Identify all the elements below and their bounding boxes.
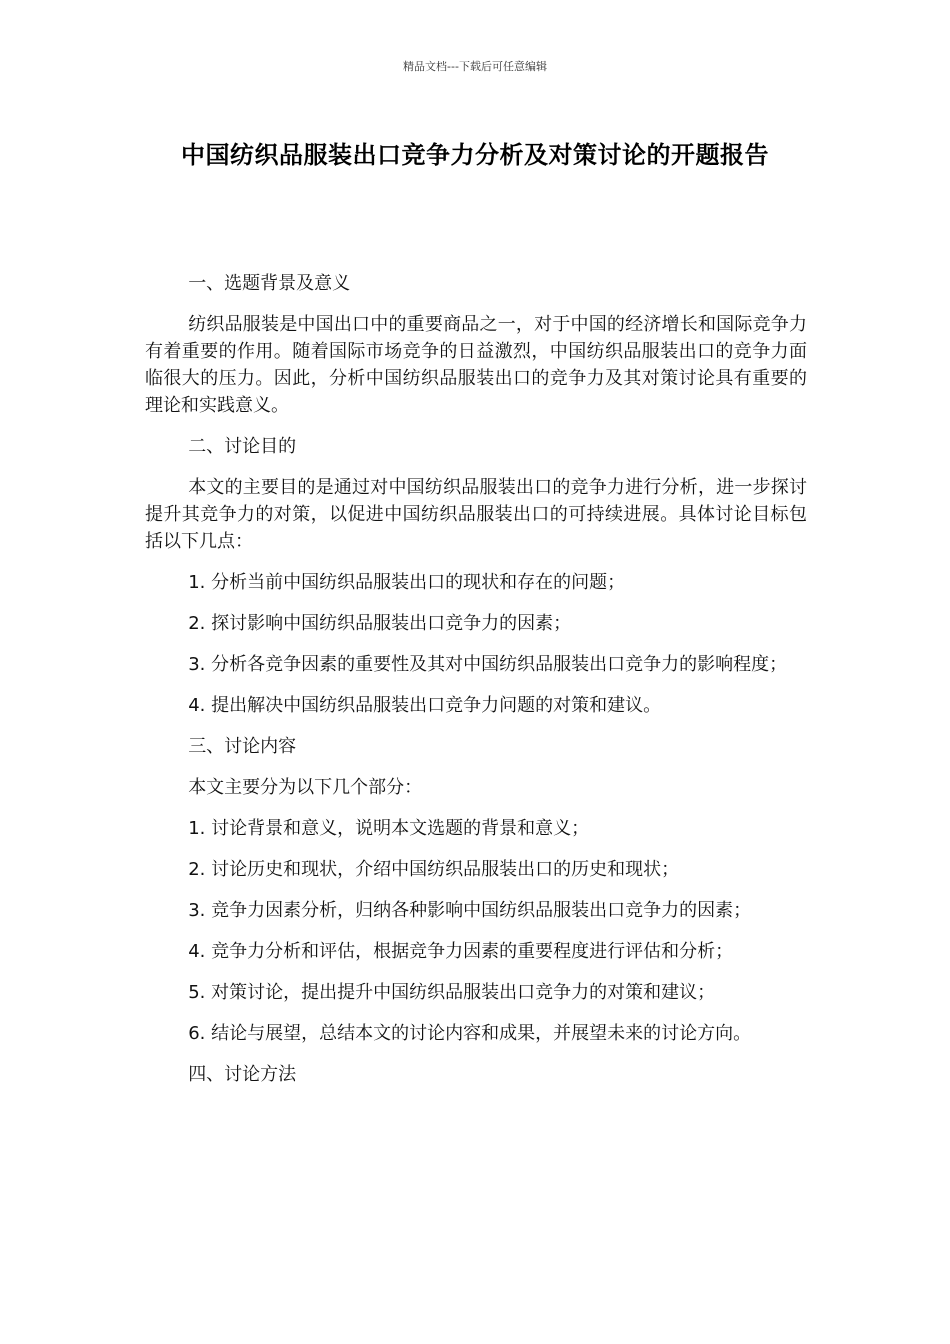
content-list-item: 3. 竞争力因素分析，归纳各种影响中国纺织品服装出口竞争力的因素； [188,900,752,921]
section-heading-content: 三、讨论内容 [188,736,297,757]
document-title: 中国纺织品服装出口竞争力分析及对策讨论的开题报告 [181,141,769,169]
section-heading-purpose: 二、讨论目的 [188,436,297,457]
section-heading-method: 四、讨论方法 [188,1064,297,1085]
section-body-background: 纺织品服装是中国出口中的重要商品之一，对于中国的经济增长和国际竞争力有着重要的作用。随着国际市场竞争的日益激烈，中国纺织品服装出口的竞争力面临很大的压力。因此，分析中国纺织品服装出口的竞争力及其对策讨论具有重要的理论和实践意义。 [145,314,807,416]
content-list-item: 5. 对策讨论，提出提升中国纺织品服装出口竞争力的对策和建议； [188,982,716,1003]
content-list-item: 4. 竞争力分析和评估，根据竞争力因素的重要程度进行评估和分析； [188,941,734,962]
section-heading-background: 一、选题背景及意义 [188,273,351,294]
purpose-list-item: 3. 分析各竞争因素的重要性及其对中国纺织品服装出口竞争力的影响程度； [188,654,788,675]
header-note: 精品文档---下载后可任意编辑 [403,60,547,73]
content-list-item: 2. 讨论历史和现状，介绍中国纺织品服装出口的历史和现状； [188,859,680,880]
content-list-item: 6. 结论与展望，总结本文的讨论内容和成果，并展望未来的讨论方向。 [188,1023,752,1044]
purpose-list-item: 2. 探讨影响中国纺织品服装出口竞争力的因素； [188,613,572,634]
document-body [145,270,807,1102]
section-body-purpose: 本文的主要目的是通过对中国纺织品服装出口的竞争力进行分析，进一步探讨提升其竞争力的对策，以促进中国纺织品服装出口的可持续进展。具体讨论目标包括以下几点： [145,477,807,552]
purpose-list-item: 1. 分析当前中国纺织品服装出口的现状和存在的问题； [188,572,626,593]
section-intro-content: 本文主要分为以下几个部分： [188,777,423,798]
content-list-item: 1. 讨论背景和意义，说明本文选题的背景和意义； [188,818,590,839]
purpose-list-item: 4. 提出解决中国纺织品服装出口竞争力问题的对策和建议。 [188,695,662,716]
